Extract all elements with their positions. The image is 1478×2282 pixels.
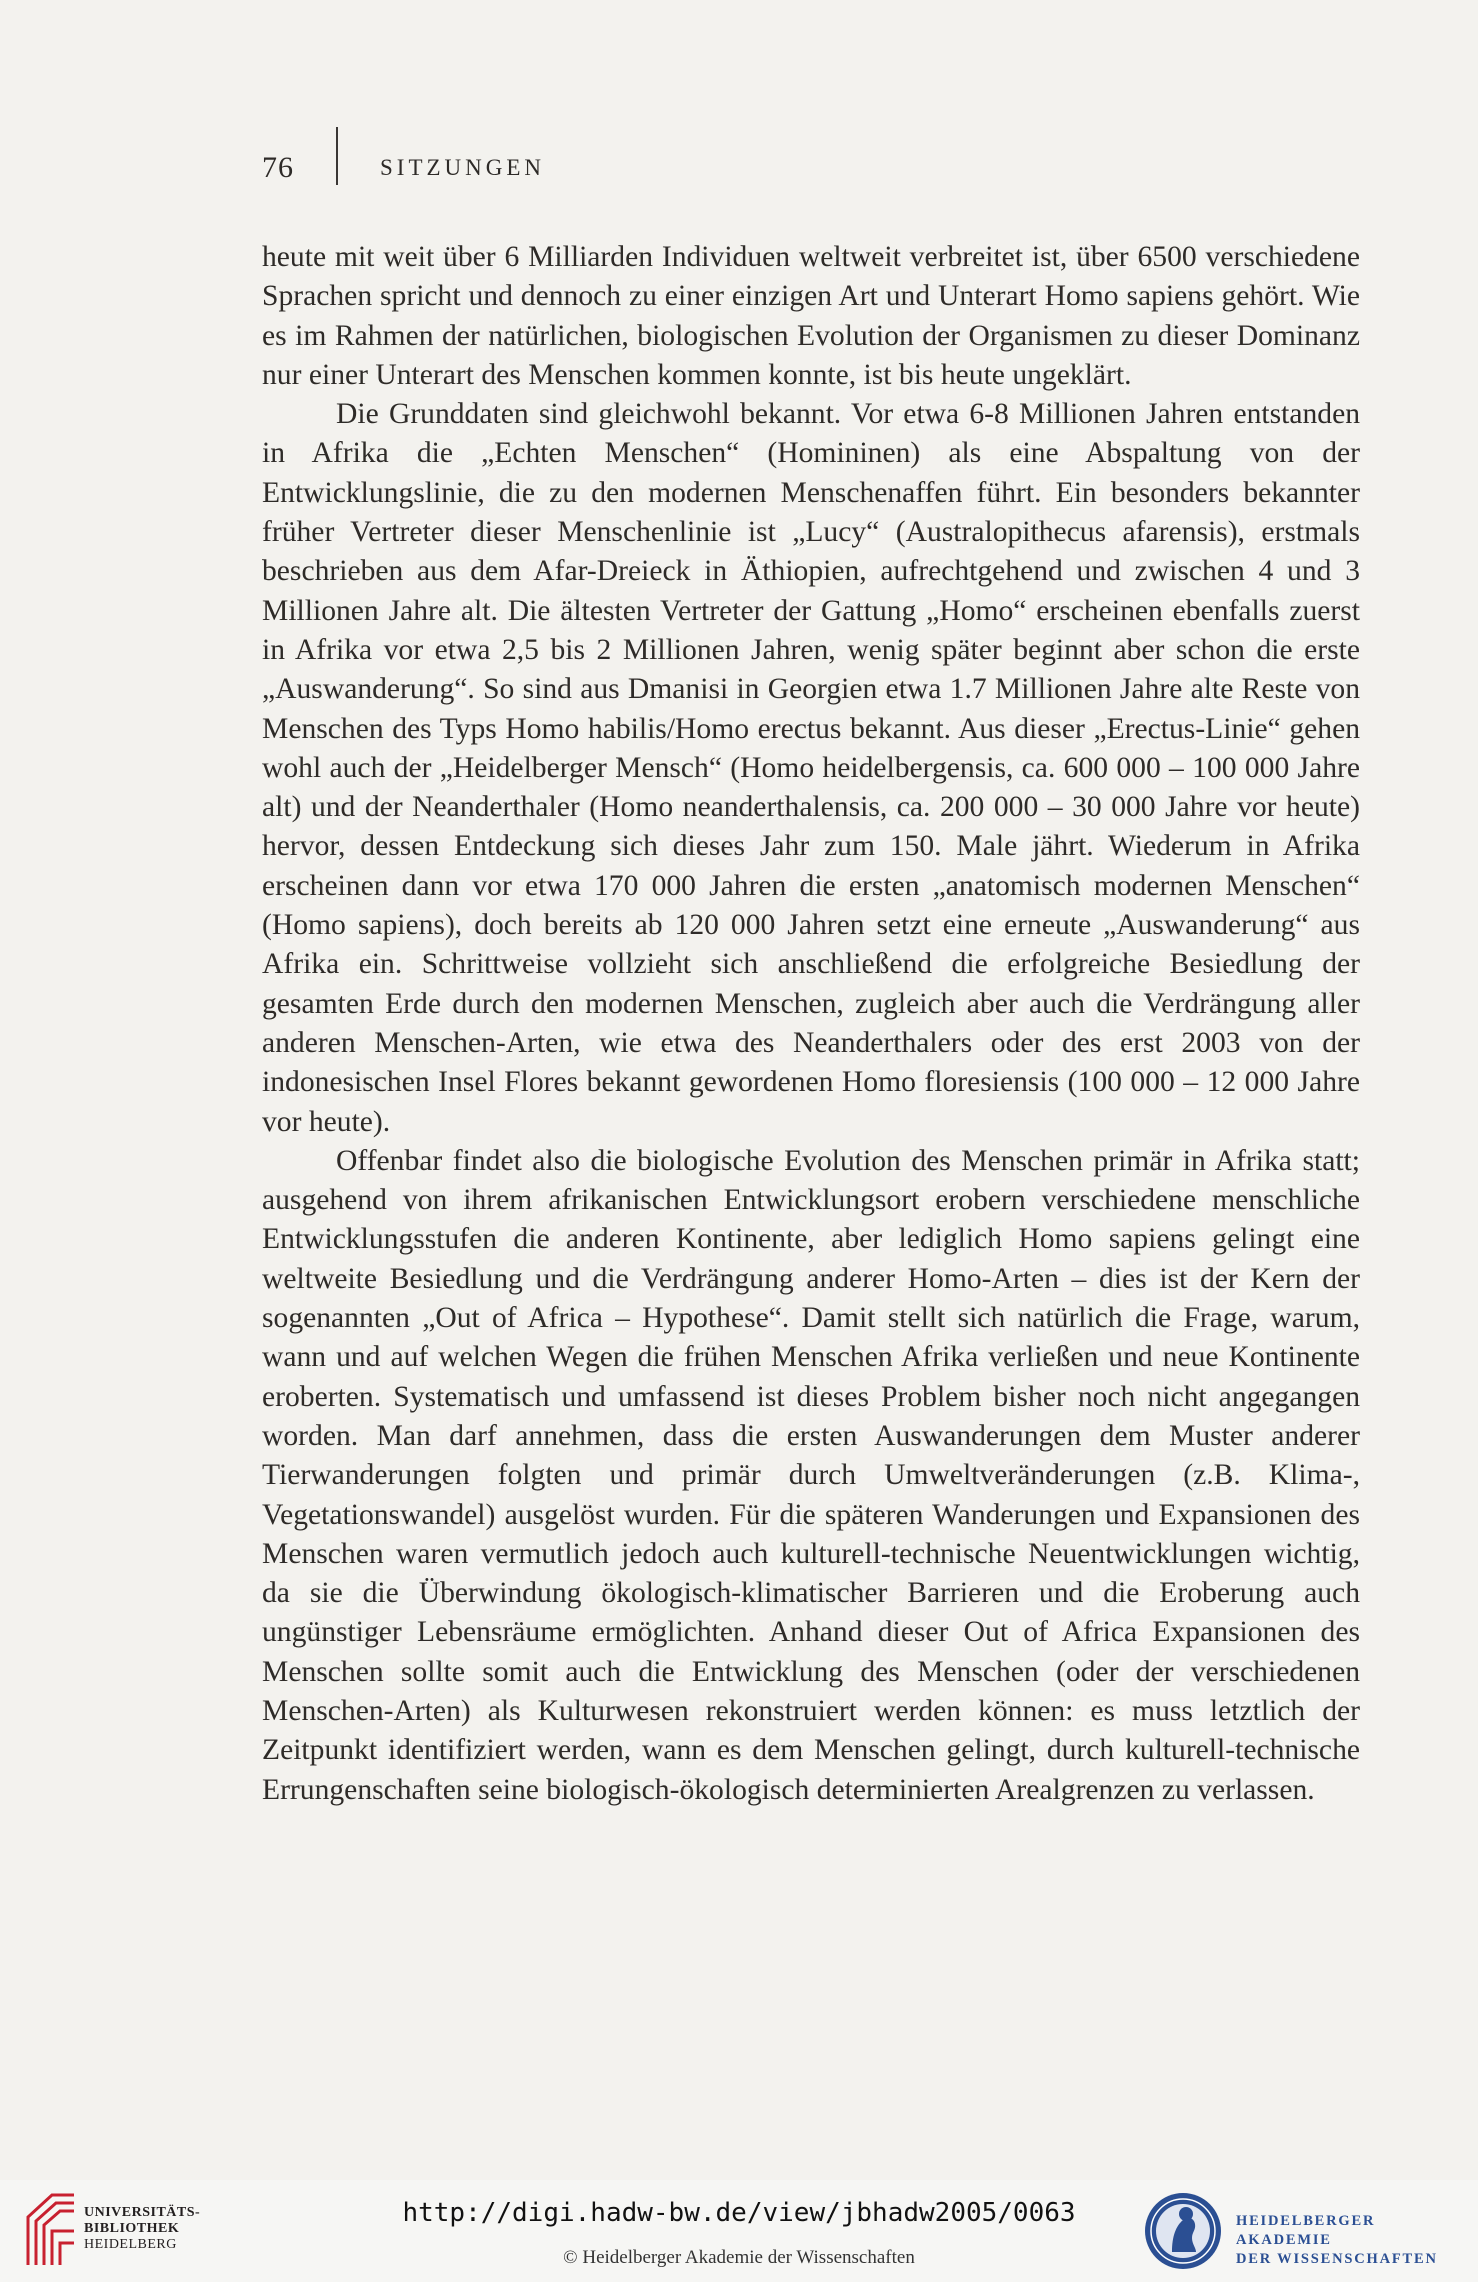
- running-head: SITZUNGEN: [380, 155, 546, 180]
- header-divider: [336, 127, 338, 185]
- body-text: [262, 238, 1360, 1810]
- paragraph-3: Offenbar findet also die biologische Evolution des Menschen primär in Afrika statt; ausgehend von ihrem afrikanischen Entwicklungsort erobern verschiedene menschliche Entwicklungsstufen die anderen Kontinente, aber lediglich Homo sapiens gelingt eine weltweite Besiedlung und die Verdrängung anderer Homo-Arten – dies ist der Kern der sogenannten „Out of Africa – Hypothese“. Damit stellt sich natürlich die Frage, warum, wann und auf welchen Wegen die frühen Menschen Afrika verließen und neue Kontinente eroberten. Systematisch und umfassend ist dieses Problem bisher noch nicht angegangen worden. Man darf annehmen, dass die ersten Auswanderungen dem Muster anderer Tierwanderungen folgten und primär durch Umweltveränderungen (z.B. Klima-, Vegetationswandel) ausgelöst wurden. Für die späteren Wanderungen und Expansionen des Menschen waren vermutlich jedoch auch kulturell-technische Neuentwicklungen wichtig, da sie die Überwindung ökologisch-klimatischer Barrieren und die Eroberung auch ungünstiger Lebensräume ermöglichten. Anhand dieser Out of Africa Expansionen des Menschen sollte somit auch die Entwicklung des Menschen (oder der verschiedenen Menschen-Arten) als Kulturwesen rekonstruiert werden können: es muss letztlich der Zeitpunkt identifiziert werden, wann es dem Menschen gelingt, durch kulturell-technische Errungenschaften seine biologisch-ökologisch determinierten Arealgrenzen zu verlassen.: [262, 1144, 1360, 1806]
- permalink-url[interactable]: http://digi.hadw-bw.de/view/jbhadw2005/0063: [402, 2198, 1076, 2228]
- page-header: [262, 150, 545, 186]
- academy-name: HEIDELBERGER AKADEMIE DER WISSENSCHAFTEN: [1236, 2213, 1438, 2267]
- page-number: 76: [262, 151, 294, 184]
- university-library-name: UNIVERSITÄTS- BIBLIOTHEK HEIDELBERG: [84, 2205, 201, 2252]
- academy-seal-icon: [1142, 2190, 1224, 2272]
- academy-logo[interactable]: [1140, 2186, 1470, 2276]
- paragraph-2: Die Grunddaten sind gleichwohl bekannt. Vor etwa 6-8 Millionen Jahren entstanden in Afrika die „Echten Menschen“ (Homininen) als eine Abspaltung von der Entwicklungslinie, die zu den modernen Menschenaffen führt. Ein besonders bekannter früher Vertreter dieser Menschenlinie ist „Lucy“ (Australopithecus afarensis), erstmals beschrieben aus dem Afar-Dreieck in Äthiopien, aufrechtgehend und zwischen 4 und 3 Millionen Jahre alt. Die ältesten Vertreter der Gattung „Homo“ erscheinen ebenfalls zuerst in Afrika vor etwa 2,5 bis 2 Millionen Jahren, wenig später beginnt aber schon die erste „Auswanderung“. So sind aus Dmanisi in Georgien etwa 1.7 Millionen Jahre alte Reste von Menschen des Typs Homo habilis/Homo erectus bekannt. Aus dieser „Erectus-Linie“ gehen wohl auch der „Heidelberger Mensch“ (Homo heidelbergensis, ca. 600 000 – 100 000 Jahre alt) und der Neanderthaler (Homo neanderthalensis, ca. 200 000 – 30 000 Jahre vor heute) hervor, dessen Entdeckung sich dieses Jahr zum 150. Male jährt. Wiederum in Afrika erscheinen dann vor etwa 170 000 Jahren die ersten „anatomisch modernen Menschen“ (Homo sapiens), doch bereits ab 120 000 Jahren setzt eine erneute „Auswanderung“ aus Afrika ein. Schrittweise vollzieht sich anschließend die erfolgreiche Besiedlung der gesamten Erde durch den modernen Menschen, zugleich aber auch die Verdrängung aller anderen Menschen-Arten, wie etwa des Neanderthalers oder des erst 2003 von der indonesischen Insel Flores bekannt gewordenen Homo floresiensis (100 000 – 12 000 Jahre vor heute).: [262, 398, 1360, 1138]
- paragraph-1: heute mit weit über 6 Milliarden Individuen weltweit verbreitet ist, über 6500 verschiedene Sprachen spricht und dennoch zu einer einzigen Art und Unterart Homo sapiens gehört. Wie es im Rahmen der natürlichen, biologischen Evolution der Organismen zu dieser Dominanz nur einer Unterart des Menschen kommen konnte, ist bis heute ungeklärt.: [262, 241, 1360, 391]
- copyright-notice: © Heidelberger Akademie der Wissenschaften: [563, 2247, 915, 2268]
